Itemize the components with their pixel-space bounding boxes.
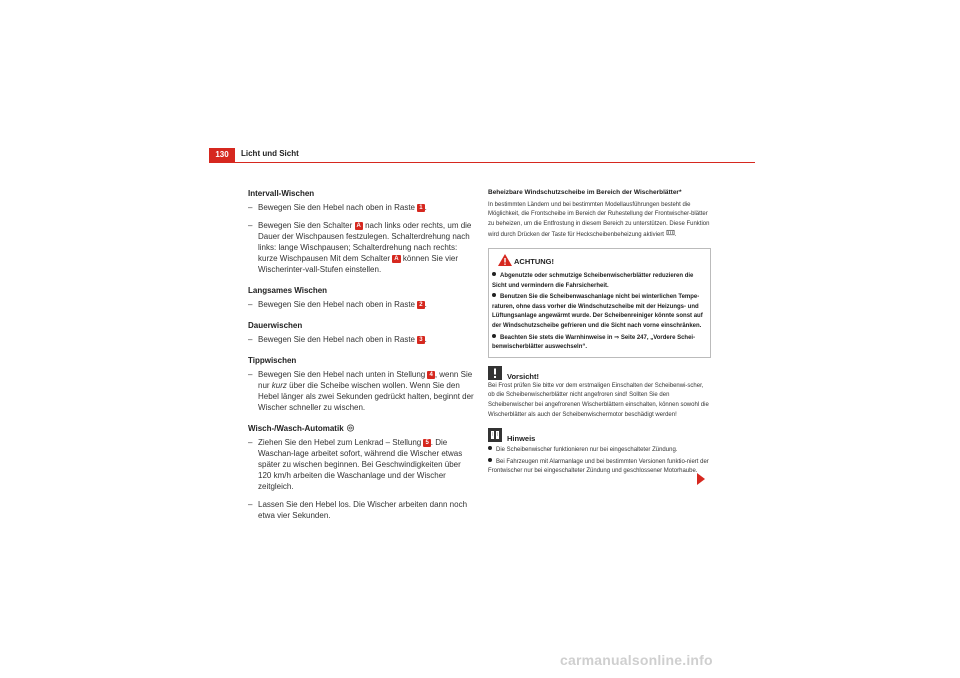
warning-title: ACHTUNG! [514,256,554,266]
left-column [248,188,476,521]
caution-icon [488,366,502,380]
wasch-heading: Wisch-/Wasch-Automatik [248,423,476,434]
callout-badge: 4 [429,372,433,378]
next-page-arrow-icon [697,473,705,485]
note-title: Hinweis [507,434,536,444]
tipp-step: – Bewegen Sie den Hebel nach unten in Stellung 4 , wenn Sie nur kurz über die Scheibe wischen wollen. Wenn Sie den Hebel länger als zwei Sekunden gedrückt halten, beginnt der Wischer schneller zu wischen. [248,370,474,412]
caution-title: Vorsicht! [507,371,539,381]
callout-badge: 5 [425,440,429,446]
tipp-heading: Tippwischen [248,356,297,365]
right-column [488,188,711,477]
warning-box [488,248,711,358]
note-item: Die Scheibenwischer funktionieren nur bei eingeschalteter Zündung. [488,446,711,456]
header-rule [209,162,755,163]
wasch-step-1: – Ziehen Sie den Hebel zum Lenkrad – Stellung 5 . Die Waschan-lage arbeitet sofort, während die Wischer etwas später zu wischen beginnen. Bei Geschwindigkeiten über 120 km/h arbeiten die Waschanlage und der Wischer zeitgleich. [248,438,463,491]
heated-text: In bestimmten Ländern und bei bestimmten Modellausführungen besteht die Möglichkeit, die Frontscheibe im Bereich der Ruhestellung der Frontwischer-blätter zu beheizen, um die Entfrostung in diesem Bereich zu unterstützen. Diese Funktion wird durch Drücken der Taste für Heckscheibenbeheizung aktiviert . [488,201,710,239]
dauer-heading: Dauerwischen [248,321,303,330]
callout-badge: A [356,223,361,229]
intervall-step-1: – Bewegen Sie den Hebel nach oben in Raste 1 . [248,203,427,212]
wasch-step-2: – Lassen Sie den Hebel los. Die Wischer arbeiten dann noch etwa vier Sekunden. [248,500,468,520]
watermark: carmanualsonline.info [560,652,713,668]
warning-item: Abgenutzte oder schmutzige Scheibenwischerblätter reduzieren die Sicht und vermindern die Fahrsicherheit. [492,272,694,289]
warning-item: Benutzen Sie die Scheibenwaschanlage nicht bei winterlichen Tempe-raturen, ohne dass vorher die Windschutzscheibe mit der Heizungs- und Lüftungsanlage angewärmt wurde. Der Scheibenreiniger könnte sonst auf der Windschutzscheibe gefrieren und die Sicht nach vorne einschränken. [492,294,703,329]
rear-window-heating-icon [666,229,675,237]
warning-item: Beachten Sie stets die Warnhinweise in ⇒ Seite 247, „Vordere Schei-benwischerblätter auswechseln“. [492,334,696,351]
callout-badge: A [394,256,399,262]
callout-badge: 3 [419,337,423,343]
intervall-heading: Intervall-Wischen [248,189,315,198]
page-header [209,148,755,162]
info-book-icon [488,428,502,442]
page-number: 130 [209,148,235,162]
warning-triangle-icon [498,254,512,266]
callout-badge: 1 [419,205,423,211]
caution-text: Bei Frost prüfen Sie bitte vor dem erstmaligen Einschalten der Scheibenwi-scher, ob die Scheibenwischerblätter nicht angefroren sind! Sollten Sie den Scheibenwischer bei angefrorenen Wischerblättern einschalten, können sowohl die Wischerblätter als auch der Scheibenwischermotor beschädigt werden! [488,382,709,418]
note-item: Bei Fahrzeugen mit Alarmanlage und bei bestimmten Versionen funktio-niert der Frontwischer nur bei eingeschalteter Zündung und geschlossener Motorhaube. [488,458,709,475]
dauer-step: – Bewegen Sie den Hebel nach oben in Raste 3 . [248,335,427,344]
langsam-step: – Bewegen Sie den Hebel nach oben in Raste 2 . [248,300,427,309]
heated-heading: Beheizbare Windschutzscheibe im Bereich der Wischerblätter* [488,189,682,196]
section-title: Licht und Sicht [241,149,299,158]
callout-badge: 2 [419,302,423,308]
langsam-heading: Langsames Wischen [248,286,328,295]
environment-icon [346,424,355,432]
intervall-step-2: – Bewegen Sie den Schalter A nach links oder rechts, um die Dauer der Wischpausen festzulegen. Schalterdrehung nach links: lange Wischpausen; Schalterdrehung nach rechts: kurze Wischpausen Mit dem Schalter A können Sie vier Wischerinter-vall-Stufen einstellen. [248,221,472,274]
